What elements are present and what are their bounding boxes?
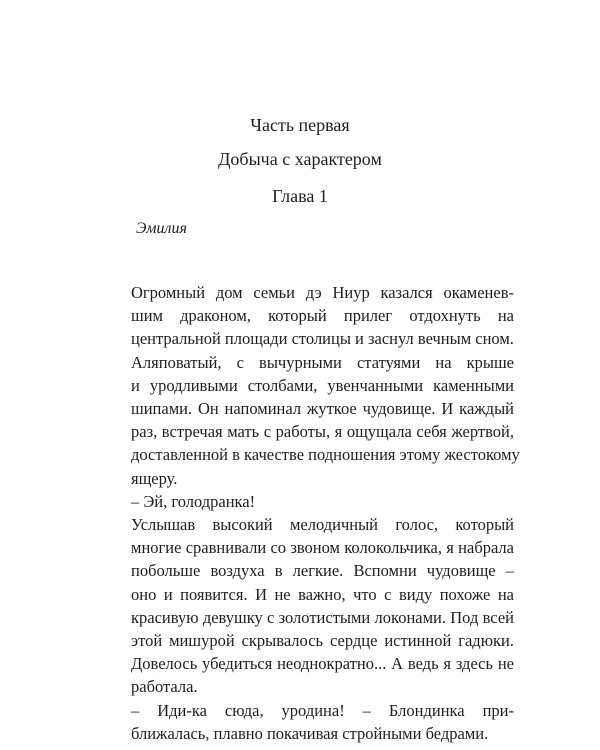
text-line: побольше воздуха в легкие. Вспомни чудовище –	[131, 561, 514, 581]
text-line: многие сравнивали со звоном колокольчика, я набрала	[131, 538, 514, 558]
text-line: Аляповатый, с вычурными статуями на крыше	[131, 352, 514, 372]
text-line: красивую девушку с золотистыми локонами. Под всей	[131, 607, 514, 627]
text-line: раз, встречая мать с работы, я ощущала себя жертвой,	[131, 422, 514, 442]
text-line: – Иди-ка сюда, уродина! – Блондинка при-	[131, 700, 514, 720]
text-line: работала.	[131, 677, 198, 697]
text-line: центральной площади столицы и заснул вечным сном.	[131, 329, 514, 349]
text-line: ящеру.	[131, 468, 178, 488]
paragraph	[97, 490, 514, 513]
paragraph	[97, 281, 514, 351]
text-line: – Эй, голодранка!	[131, 491, 256, 511]
text-line: оно и появится. И не важно, что с виду похоже на	[131, 584, 514, 604]
text-line: шим драконом, который прилег отдохнуть на	[131, 306, 514, 326]
pov-character: Эмилия	[136, 220, 187, 237]
text-line: и уродливыми столбами, увенчанными каменными	[131, 375, 514, 395]
paragraph	[97, 513, 514, 699]
text-line: Огромный дом семьи дэ Ниур казался окаменев-	[131, 283, 514, 302]
text-line: ближалась, плавно покачивая стройными бедрами.	[131, 723, 489, 743]
chapter-title: Глава 1	[272, 186, 328, 206]
paragraph	[97, 699, 514, 745]
text-line: Довелось убедиться неоднократно... А ведь я здесь не	[131, 654, 514, 674]
paragraph	[97, 351, 520, 490]
text-line: доставленной в качестве подношения этому жестокому	[131, 445, 520, 465]
text-line: шипами. Он напоминал жуткое чудовище. И каждый	[131, 399, 514, 419]
book-title: Добыча с характером	[218, 149, 382, 169]
part-title: Часть первая	[250, 115, 350, 135]
text-line: этой мишурой скрывалось сердце истинной гадюки.	[131, 631, 514, 651]
chapter-body	[97, 281, 520, 745]
text-line: Услышав высокий мелодичный голос, который	[131, 515, 514, 535]
